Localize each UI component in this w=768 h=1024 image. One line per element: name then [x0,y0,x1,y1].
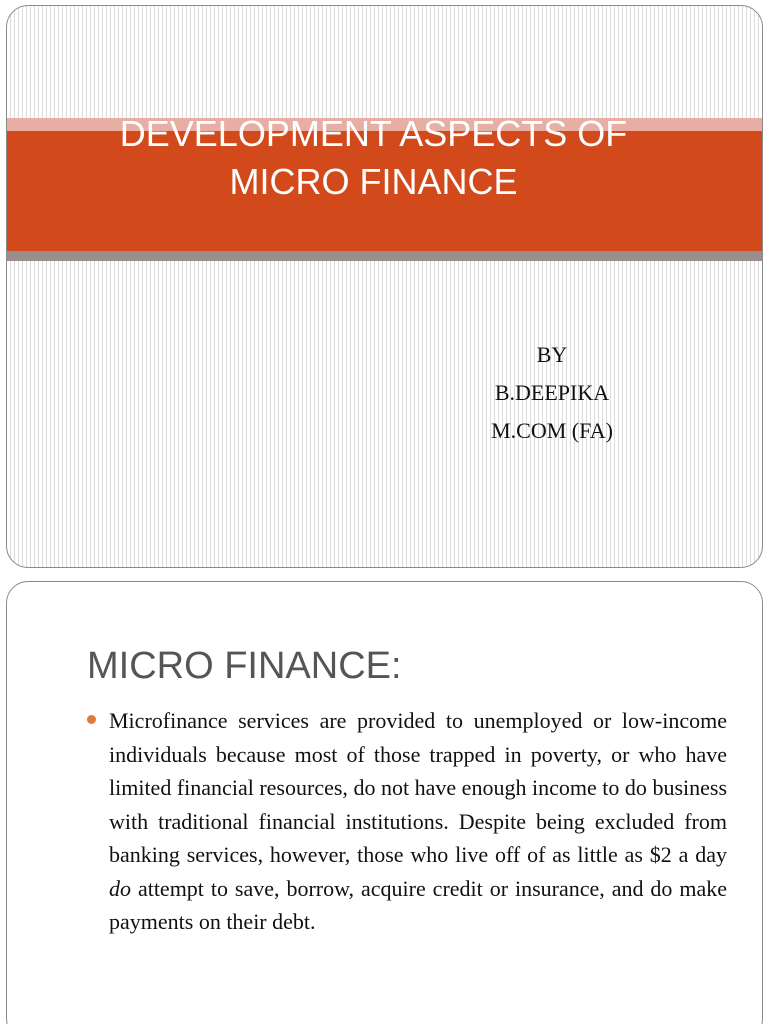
author-degree: M.COM (FA) [491,418,613,443]
content-slide [6,581,763,1024]
bullet-item [87,704,727,939]
slide-title-line-2: MICRO FINANCE [229,161,518,202]
slide-title [7,110,740,206]
title-slide [6,5,763,568]
bullet-text [109,704,727,939]
bullet-text-part-1: Microfinance services are provided to unemployed or low-income individuals because most of those trapped in poverty, or who have limited financial resources, do not have enough income to do business with traditional financial institutions. Despite being excluded from banking services, however, those who live off of as little as $2 a day [109,708,727,867]
bullet-text-part-2: attempt to save, borrow, acquire credit or insurance, and do make payments on their debt. [109,875,727,934]
bullet-text-emphasis: do [109,875,131,901]
author-name: B.DEEPIKA [494,380,610,405]
author-block [457,336,647,450]
title-band-shadow [7,251,762,261]
by-label: BY [536,342,568,367]
slide-title-line-1: DEVELOPMENT ASPECTS OF [119,113,628,154]
slide-heading: MICRO FINANCE: [87,645,402,687]
bullet-icon [87,715,96,724]
